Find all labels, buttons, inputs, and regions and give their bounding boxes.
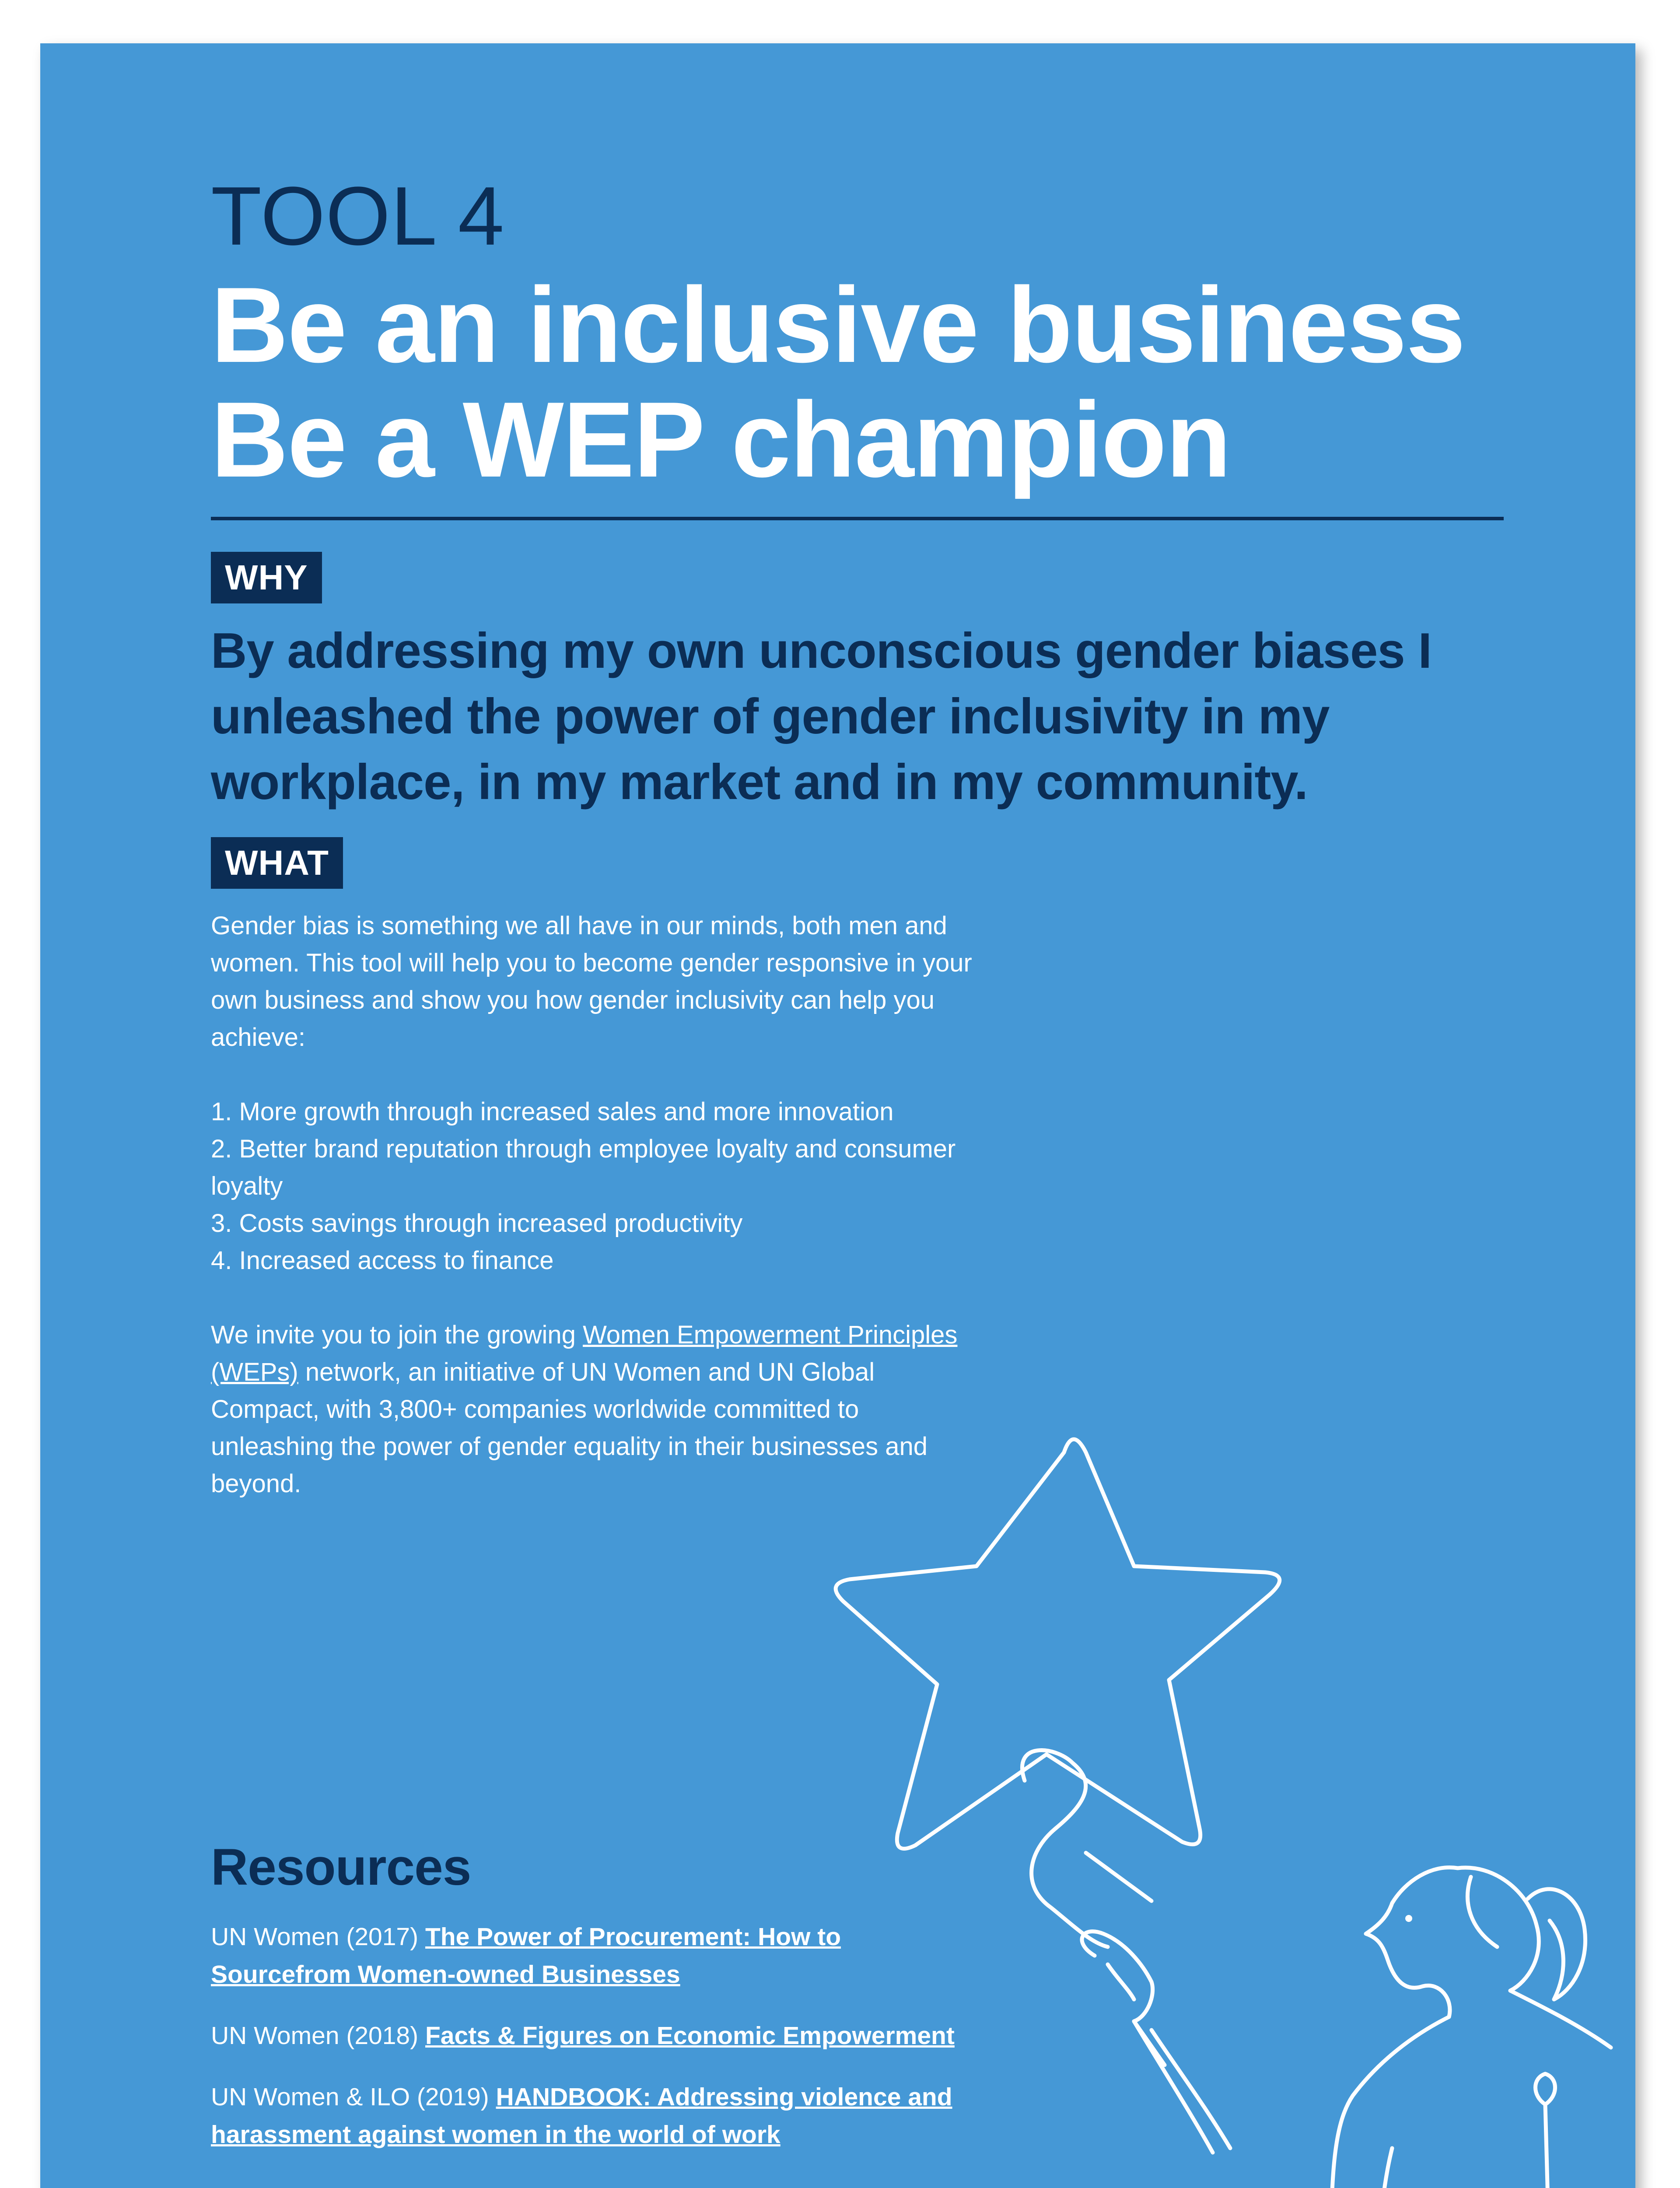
resource-source: UN Women (2017) (211, 1923, 425, 1951)
main-content (211, 170, 1515, 1539)
woman-holding-star-illustration (828, 1378, 1635, 2188)
arm (1134, 2021, 1213, 2153)
title-divider (211, 517, 1504, 520)
weps-link[interactable]: Women Empowerment Principles (WEPs) (211, 1321, 958, 1386)
eye (1405, 1915, 1412, 1922)
why-tag: WHY (211, 552, 322, 603)
what-tag: WHAT (211, 837, 343, 889)
body-inner (1379, 2148, 1392, 2188)
what-intro: Gender bias is something we all have in our minds, both men and women. This tool will help you to become gender responsive in your own business and show you how gender inclusivity can help you achieve: (211, 912, 972, 1052)
resource-source: UN Women & ILO (2019) (211, 2083, 496, 2111)
star-cord-tail (1086, 1853, 1152, 1901)
ponytail (1528, 1889, 1586, 1999)
resource-link-handbook[interactable]: HANDBOOK: Addressing violence and harassment against women in the world of work (211, 2083, 952, 2149)
invite-text-after: network, an initiative of UN Women and UN Global Compact, with 3,800+ companies worldwide committed to unleashing the power of gender equality in their businesses and beyond. (211, 1358, 928, 1498)
hand-fingers (1108, 1964, 1134, 1999)
resource-link-facts-figures[interactable]: Facts & Figures on Economic Empowerment (425, 2022, 955, 2050)
page (40, 43, 1635, 2188)
resource-link-procurement[interactable]: The Power of Procurement: How to Sourcefrom Women-owned Businesses (211, 1923, 841, 1988)
why-statement: By addressing my own unconscious gender biases I unleashed the power of gender inclusivity in my workplace, in my market and in my community. (211, 623, 1432, 810)
star-icon (836, 1439, 1280, 1849)
benefits-list (211, 1093, 981, 1279)
list-item: 1. More growth through increased sales and more innovation (211, 1098, 894, 1126)
resource-source: UN Women (2018) (211, 2022, 425, 2050)
head (1366, 1867, 1458, 2017)
tool-label: TOOL 4 (211, 170, 505, 263)
arm-lower (1152, 2030, 1230, 2148)
hair-strand (1468, 1877, 1498, 1947)
title-line-1: Be an inclusive business (211, 265, 1465, 385)
resources-heading: Resources (211, 1838, 471, 1896)
back-line (1510, 1991, 1611, 2048)
invite-text-before: We invite you to join the growing (211, 1321, 583, 1349)
list-item: 2. Better brand reputation through employee loyalty and consumer loyalty (211, 1135, 956, 1200)
page-title (211, 267, 1515, 497)
title-line-2: Be a WEP champion (211, 379, 1231, 499)
star-cord (1022, 1750, 1108, 1947)
hand (1082, 1932, 1165, 2065)
pendant (1536, 2074, 1555, 2188)
list-item: 3. Costs savings through increased productivity (211, 1209, 743, 1238)
list-item: 4. Increased access to finance (211, 1246, 554, 1275)
